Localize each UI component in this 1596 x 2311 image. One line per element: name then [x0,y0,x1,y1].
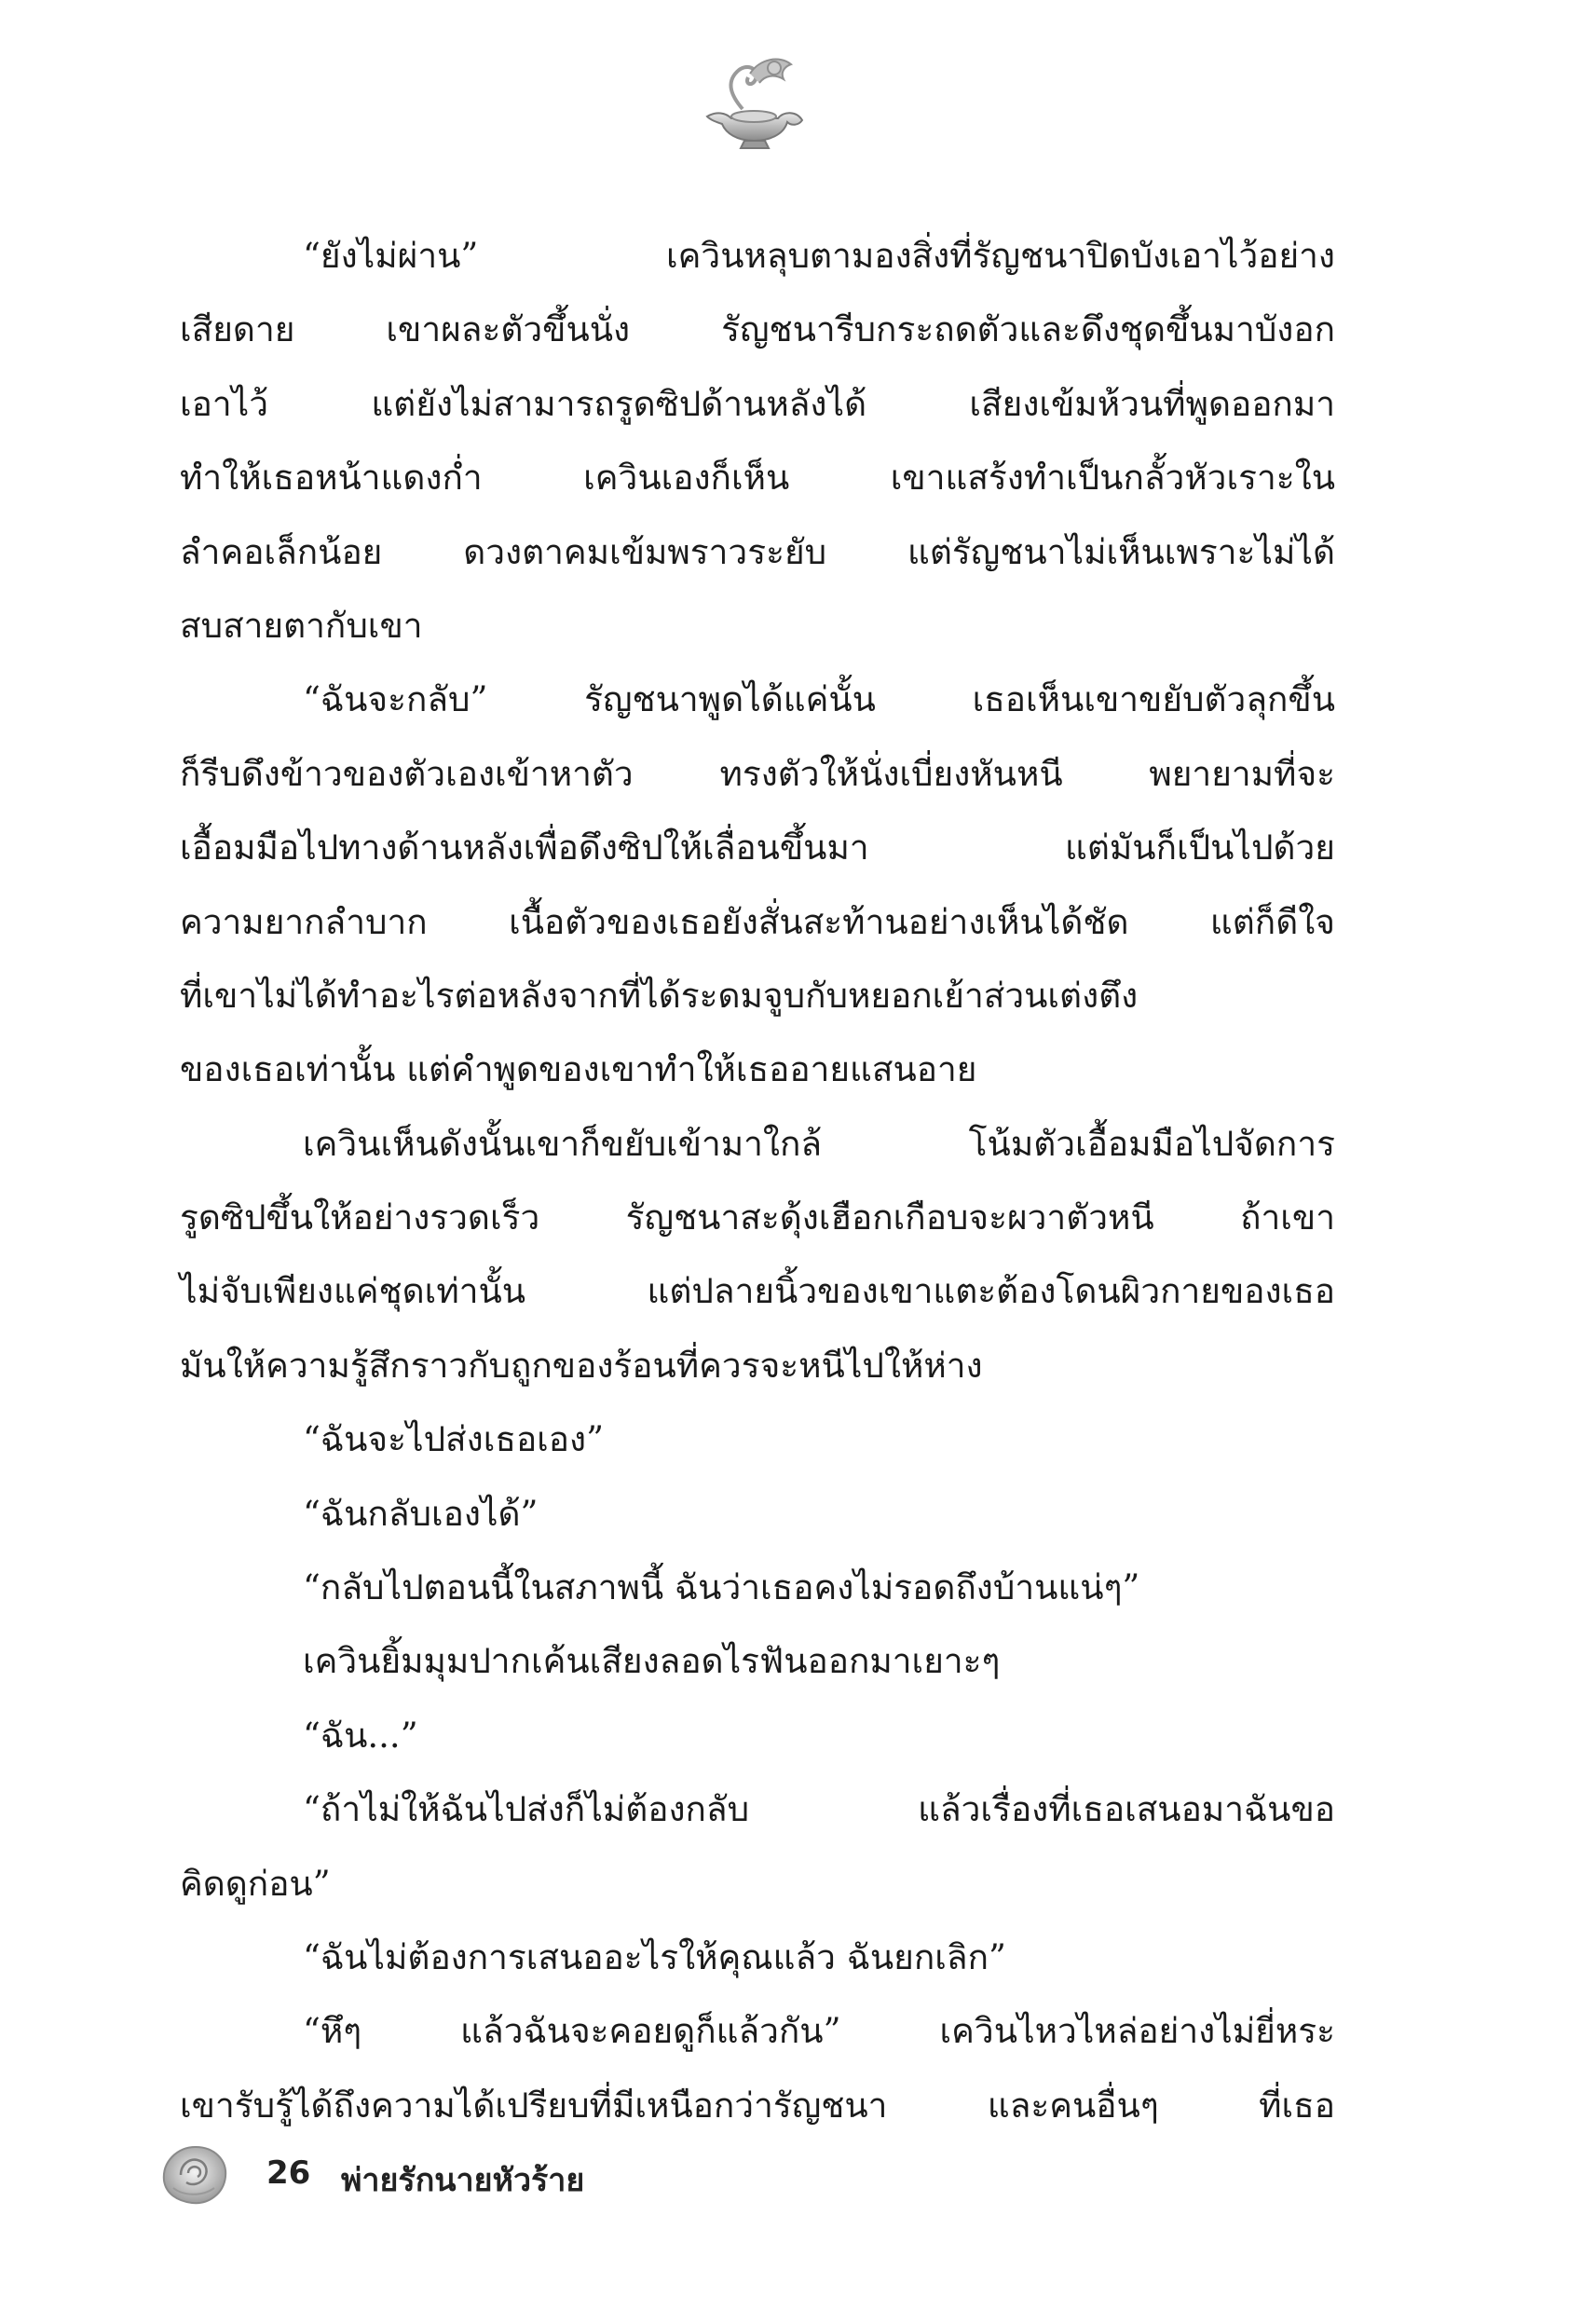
text-line: “ฉันจะกลับ” รัญชนาพูดได้แค่นั้น เธอเห็นเขาขยับตัวลุกขึ้น [303,679,1335,720]
paragraph [180,663,1335,1106]
text-line: “ถ้าไม่ให้ฉันไปส่งก็ไม่ต้องกลับ แล้วเรื่องที่เธอเสนอมาฉันขอ [303,1789,1335,1830]
text-line: ก็รีบดึงข้าวของตัวเองเข้าหาตัว ทรงตัวให้นั่งเบี่ยงหันหนี พยายามที่จะ [180,753,1335,794]
text-line: รูดซิปขึ้นให้อย่างรวดเร็ว รัญชนาสะดุ้งเฮือกเกือบจะผวาตัวหนี ถ้าเขา [180,1197,1335,1238]
text-line: “หึๆ แล้วฉันจะคอยดูก็แล้วกัน” เควินไหวไหล่อย่างไม่ยี่หระ [303,2011,1335,2052]
paragraph [180,1994,1335,2142]
paragraph [180,1699,1335,1772]
text-line: ของเธอเท่านั้น แต่คำพูดของเขาทำให้เธออายแสนอาย [180,1049,977,1090]
text-line: เอาไว้ แต่ยังไม่สามารถรูดซิปด้านหลังได้ เสียงเข้มห้วนที่พูดออกมา [180,383,1335,424]
text-line: “ฉันจะไปส่งเธอเอง” [303,1419,605,1460]
text-line: เขารับรู้ได้ถึงความได้เปรียบที่มีเหนือกว่ารัญชนา และคนอื่นๆ ที่เธอ [180,2085,1335,2126]
text-line: เสียดาย เขาผละตัวขึ้นนั่ง รัญชนารีบกระถดตัวและดึงชุดขึ้นมาบังอก [180,309,1335,350]
text-line: “ฉันไม่ต้องการเสนออะไรให้คุณแล้ว ฉันยกเลิก” [303,1936,1006,1977]
text-line: ความยากลำบาก เนื้อตัวของเธอยังสั่นสะท้านอย่างเห็นได้ชัด แต่ก็ดีใจ [180,901,1335,942]
paragraph [180,1402,1335,1476]
text-line: เควินยิ้มมุมปากเค้นเสียงลอดไรฟันออกมาเยาะๆ [303,1641,1001,1682]
text-line: สบสายตากับเขา [180,605,423,646]
paragraph [180,1477,1335,1551]
page-number: 26 [266,2154,311,2192]
paragraph [180,1921,1335,1994]
text-line: “ยังไม่ผ่าน” เควินหลุบตามองสิ่งที่รัญชนาปิดบังเอาไว้อย่าง [303,236,1335,276]
paragraph [180,1107,1335,1403]
text-line: “ฉัน...” [303,1715,418,1756]
text-line: เควินเห็นดังนั้นเขาก็ขยับเข้ามาใกล้ โน้มตัวเอื้อมมือไปจัดการ [303,1123,1335,1164]
rose-icon [157,2134,233,2210]
text-line: ทำให้เธอหน้าแดงก่ำ เควินเองก็เห็น เขาแสร้งทำเป็นกลั้วหัวเราะใน [180,458,1335,499]
magic-lamp-icon [694,51,815,154]
text-line: “ฉันกลับเองได้” [303,1493,539,1534]
body-text [180,219,1335,2142]
paragraph [180,1624,1335,1698]
text-line: ไม่จับเพียงแค่ชุดเท่านั้น แต่ปลายนิ้วของเขาแตะต้องโดนผิวกายของเธอ [180,1271,1335,1312]
paragraph [180,219,1335,663]
text-line: “กลับไปตอนนี้ในสภาพนี้ ฉันว่าเธอคงไม่รอดถึงบ้านแน่ๆ” [303,1567,1140,1608]
paragraph [180,1551,1335,1624]
text-line: คิดดูก่อน” [180,1863,331,1904]
text-line: เอื้อมมือไปทางด้านหลังเพื่อดึงซิปให้เลื่อนขึ้นมา แต่มันก็เป็นไปด้วย [180,827,1335,868]
text-line: มันให้ความรู้สึกราวกับถูกของร้อนที่ควรจะหนีไปให้ห่าง [180,1345,983,1386]
page-footer [157,2134,809,2218]
text-line: ที่เขาไม่ได้ทำอะไรต่อหลังจากที่ได้ระดมจูบกับหยอกเย้าส่วนเต่งตึง [180,975,1139,1016]
book-title: พ่ายรักนายหัวร้าย [341,2162,585,2199]
paragraph [180,1772,1335,1921]
text-line: ลำคอเล็กน้อย ดวงตาคมเข้มพราวระยับ แต่รัญชนาไม่เห็นเพราะไม่ได้ [180,531,1335,572]
